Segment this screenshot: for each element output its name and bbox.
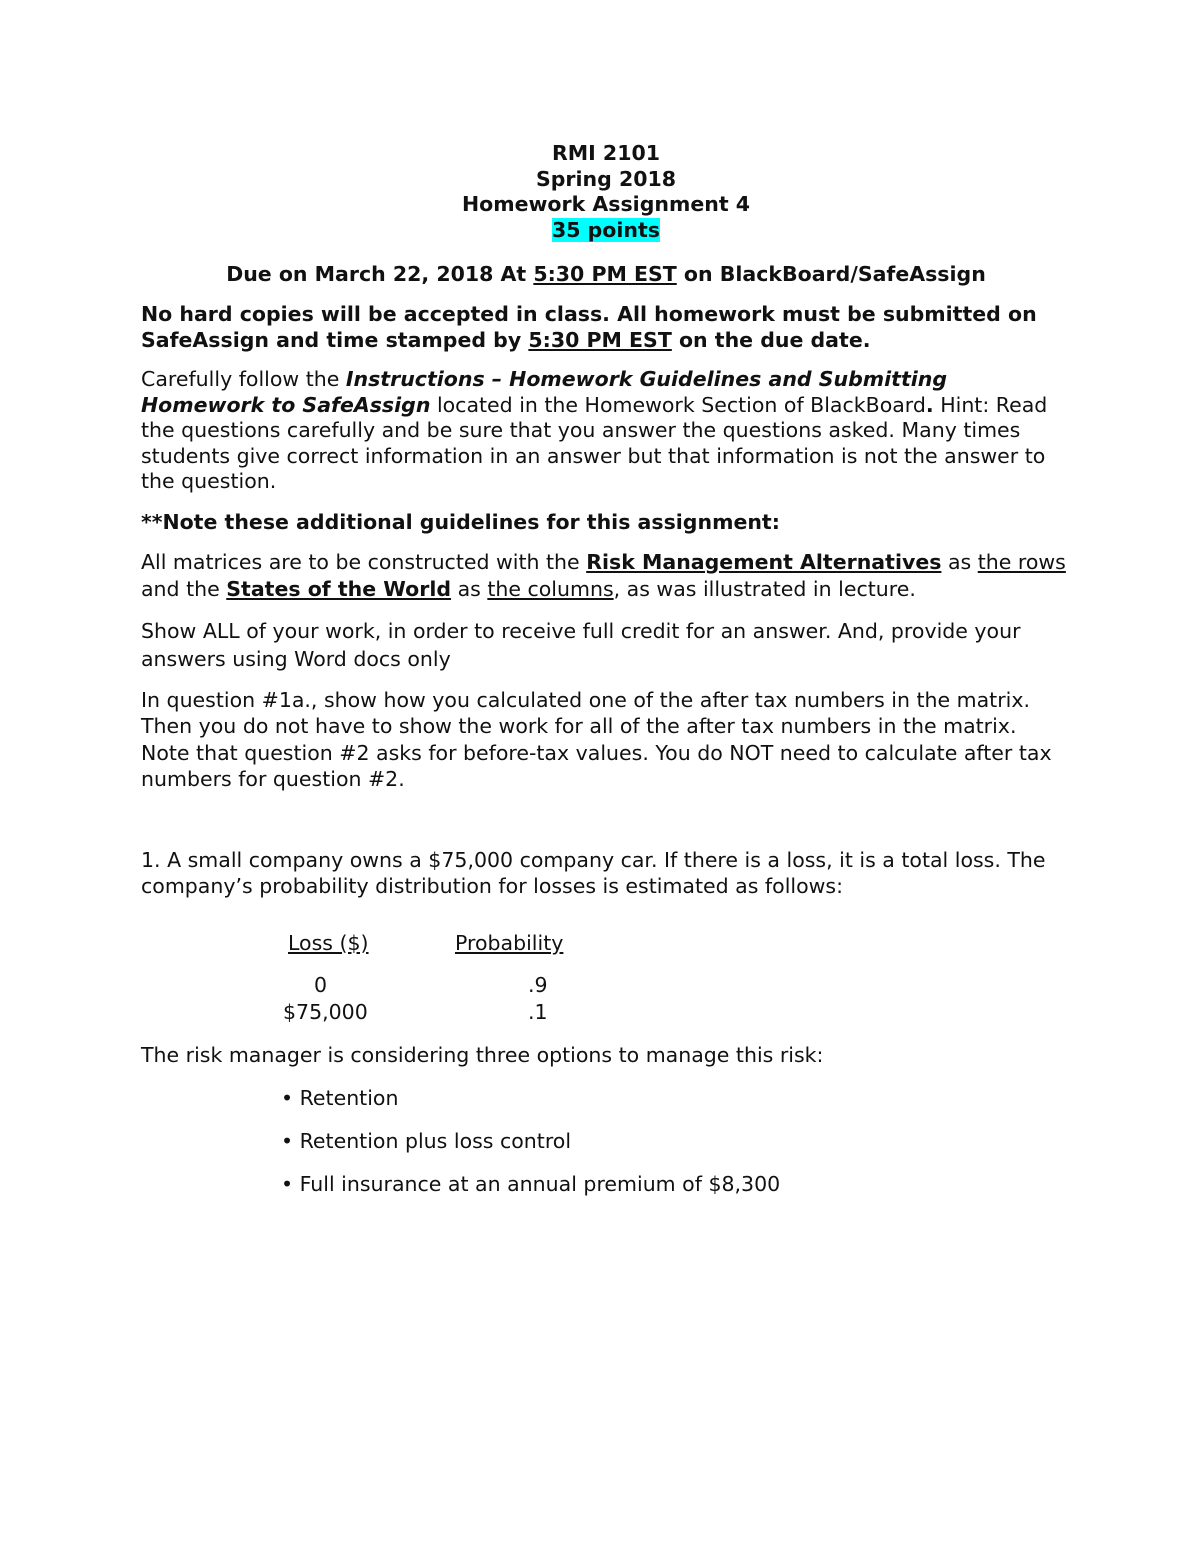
probability-cell-row2: .1: [528, 999, 548, 1024]
submission-notice: [141, 301, 1071, 353]
options-intro: The risk manager is considering three options to manage this risk:: [141, 1042, 824, 1067]
title-block: [141, 141, 1071, 243]
points-line: [141, 218, 1071, 244]
loss-cell-row1: 0: [314, 972, 328, 997]
question-1-text: 1. A small company owns a $75,000 company car. If there is a loss, it is a total loss. The company’s probability distribution for losses is estimated as follows:: [141, 847, 1046, 898]
risk-options-list: [141, 1085, 1071, 1197]
option-retention-loss-control: • Retention plus loss control: [281, 1128, 572, 1153]
probability-cell-row1: .9: [528, 972, 548, 997]
matrix-as-1: as: [941, 549, 978, 574]
note-heading: **Note these additional guidelines for this assignment:: [141, 509, 780, 534]
matrix-as-2: as: [451, 576, 488, 601]
due-line: [141, 261, 1071, 287]
instructions-location: located in the Homework Section of BlackBoard: [430, 392, 926, 417]
instructions-lead: Carefully follow the: [141, 367, 346, 391]
term: Spring 2018: [535, 166, 677, 191]
loss-probability-table: [141, 912, 1071, 1042]
instructions-paragraph: [141, 367, 1071, 495]
assignment-title: Homework Assignment 4: [461, 192, 751, 216]
matrix-tail: , as was illustrated in lecture.: [613, 576, 916, 601]
course-code: RMI 2101: [551, 141, 660, 165]
loss-column-header: Loss ($): [288, 930, 369, 955]
instructions-hint: Hint: Read the questions carefully and be sure that you answer the questions asked. Many times students give correct information in an answer but that information is not the answer to the question.: [141, 392, 1048, 493]
show-work-paragraph: Show ALL of your work, in order to receive full credit for an answer. And, provide your answers using Word docs only: [141, 618, 1021, 671]
points-highlight: 35 points: [551, 217, 661, 242]
due-prefix: Due on March 22, 2018 At: [226, 262, 534, 286]
guidelines-title: Instructions – Homework Guidelines and Submitting Homework to SafeAssign: [141, 367, 948, 417]
option-retention: • Retention: [281, 1085, 399, 1110]
columns-term: States of the World: [226, 576, 452, 601]
question-1a-note: In question #1a., show how you calculated one of the after tax numbers in the matrix. Then you do not have to show the work for all of the after tax numbers in the matrix. Note that question #2 asks for before-tax values. You do NOT need to calculate after tax numbers for question #2.: [141, 687, 1052, 791]
notice-part2: on the due date.: [671, 328, 871, 352]
notice-part1: No hard copies will be accepted in class. All homework must be submitted on SafeAssign and time stamped by: [141, 302, 1037, 352]
rows-term: Risk Management Alternatives: [586, 549, 942, 574]
rows-label: the rows: [977, 549, 1066, 574]
matrix-lead: All matrices are to be constructed with the: [141, 549, 587, 574]
due-time: 5:30 PM EST: [533, 262, 677, 286]
matrix-guideline: [141, 549, 1071, 603]
instructions-period: .: [925, 392, 934, 417]
probability-column-header: Probability: [455, 930, 564, 955]
loss-cell-row2: $75,000: [283, 999, 368, 1024]
matrix-mid: and the: [141, 576, 227, 601]
due-suffix: on BlackBoard/SafeAssign: [676, 262, 986, 286]
document-body: [141, 141, 1071, 1197]
notice-time: 5:30 PM EST: [528, 328, 672, 352]
columns-label: the columns: [487, 576, 614, 601]
option-full-insurance: • Full insurance at an annual premium of $8,300: [281, 1171, 781, 1196]
